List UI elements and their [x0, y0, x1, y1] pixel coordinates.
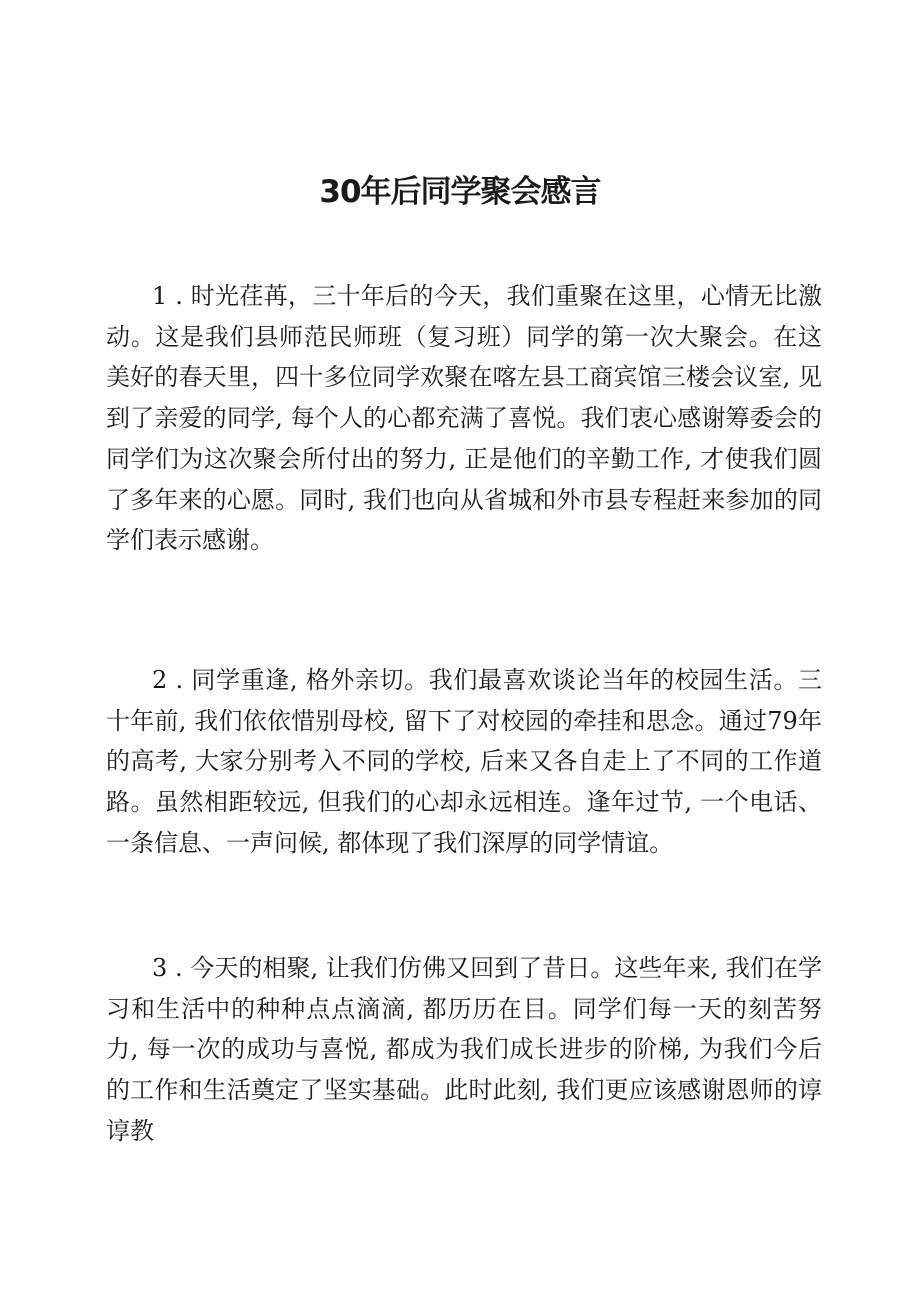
paragraph-1: 1 . 时光荏苒，三十年后的今天，我们重聚在这里，心情无比激动。这是我们县师范民师班（复习班）同学的第一次大聚会。在这美好的春天里，四十多位同学欢聚在喀左县工商宾馆三楼会议室, 见到了亲爱的同学, 每个人的心都充满了喜悦。我们衷心感谢筹委会的同学们为这次聚会所付出的努力, 正是他们的辛勤工作, 才使我们圆了多年来的心愿。同时, 我们也向从省城和外市县专程赶来参加的同学们表示感谢。: [106, 282, 822, 555]
paragraph-3: 3 . 今天的相聚, 让我们仿佛又回到了昔日。这些年来, 我们在学习和生活中的种种点点滴滴, 都历历在目。同学们每一天的刻苦努力, 每一次的成功与喜悦, 都成为我们成长进步的阶梯, 为我们今后的工作和生活奠定了坚实基础。此时此刻, 我们更应该感谢恩师的谆谆教: [106, 954, 822, 1145]
document-title: 30年后同学聚会感言: [319, 174, 601, 210]
paragraph-2: 2 . 同学重逢, 格外亲切。我们最喜欢谈论当年的校园生活。三十年前, 我们依依惜别母校, 留下了对校园的牵挂和思念。通过79年的高考, 大家分别考入不同的学校, 后来又各自走上了不同的工作道路。虽然相距较远, 但我们的心却永远相连。逢年过节, 一个电话、一条信息、一声问候, 都体现了我们深厚的同学情谊。: [106, 666, 822, 857]
